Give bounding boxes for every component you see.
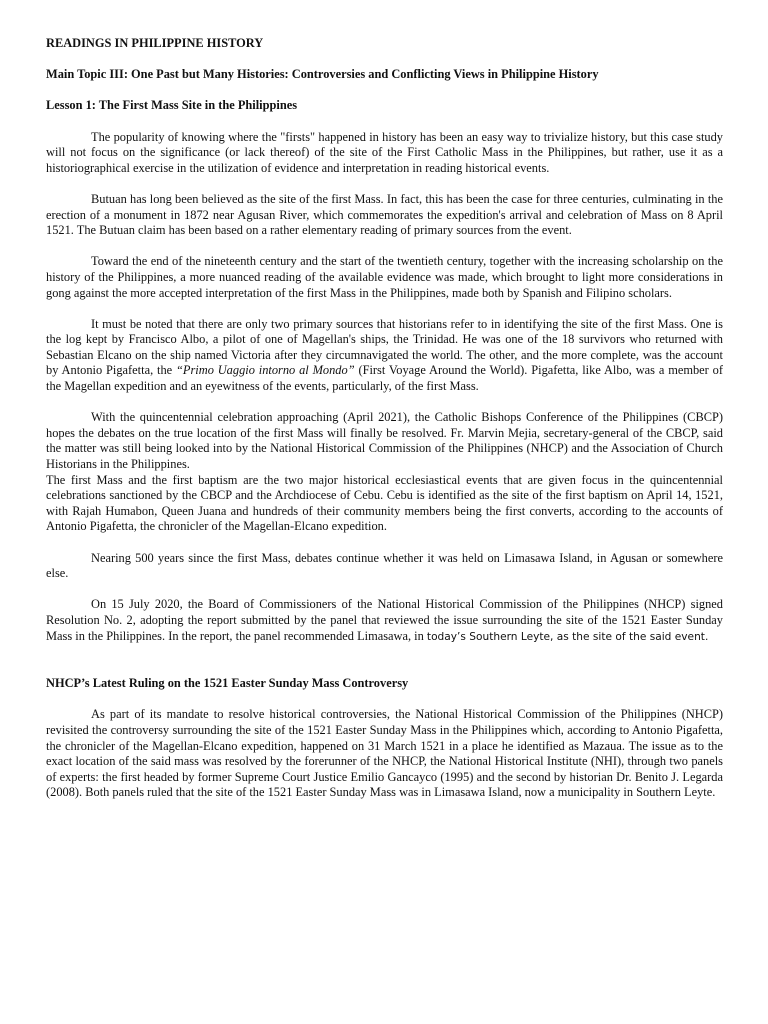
paragraph-quincentennial: With the quincentennial celebration approaching (April 2021), the Catholic Bishops Conference of the Philippines (CBCP) hopes the debates on the true location of the first Mass will finally be resolved. Fr. Marvin Mejia, secretary-general of the CBCP, said the matter was still being looked into by the National Historical Commission of the Philippines (NHCP) and the Association of Church Historians in the Philippines.	[46, 410, 723, 472]
main-topic-heading: Main Topic III: One Past but Many Histories: Controversies and Conflicting Views in Philippine History	[46, 67, 599, 82]
paragraph-primary-sources	[46, 317, 723, 395]
paragraph-first-baptism: The first Mass and the first baptism are the two major historical ecclesiastical events that are given focus in the quincentennial celebrations sanctioned by the CBCP and the Archdiocese of Cebu. Cebu is identified as the site of the first baptism on April 14, 1521, with Rajah Humabon, Queen Juana and hundreds of their community members being the first converts, according to the accounts of Antonio Pigafetta, the chronicler of the Magellan-Elcano expedition.	[46, 472, 723, 534]
paragraph-debates: Nearing 500 years since the first Mass, debates continue whether it was held on Limasawa Island, in Agusan or somewhere else.	[46, 550, 723, 581]
paragraph-nhcp-resolution-text: On 15 July 2020, the Board of Commissioners of the National Historical Commission of the Philippines (NHCP) signed Resolution No. 2, adopting the report submitted by the panel that reviewed the issue surrounding the site of the 1521 Easter Sunday Mass in the Philippines. In the report, the panel recommended Limasawa, in	[46, 597, 723, 643]
paragraph-butuan: Butuan has long been believed as the site of the first Mass. In fact, this has been the case for three centuries, culminating in the erection of a monument in 1872 near Agusan River, which commemorates the expedition's arrival and celebration of Mass on 8 April 1521. The Butuan claim has been based on a rather elementary reading of primary sources from the event.	[46, 191, 723, 238]
ruling-heading: NHCP’s Latest Ruling on the 1521 Easter Sunday Mass Controversy	[46, 676, 409, 691]
paragraph-primary-sources-text: It must be noted that there are only two primary sources that historians refer to in identifying the site of the first Mass. One is the log kept by Francisco Albo, a pilot of one of Magellan's ships, the Trinidad. He was one of the 18 survivors who returned with Sebastian Elcano on the ship named Victoria after they circumnavigated the world. The other, and the more complete, was the account by Antonio Pigafetta, the	[46, 316, 723, 378]
paragraph-scholarship: Toward the end of the nineteenth century and the start of the twentieth century, together with the increasing scholarship on the history of the Philippines, a more nuanced reading of the available evidence was made, which brought to light more considerations in gong against the more accepted interpretation of the first Mass in the Philippines, made both by Spanish and Filipino scholars.	[46, 254, 723, 300]
paragraph-primary-sources-end: (First Voyage Around the World). Pigafetta, like Albo, was a member of the Magellan expedition and an eyewitness of the events, particularly, of the first Mass.	[46, 363, 723, 394]
document-page	[46, 36, 723, 817]
document-title: READINGS IN PHILIPPINE HISTORY	[46, 36, 264, 50]
pigafetta-book-title: “Primo Uaggio intorno al Mondo”	[176, 363, 355, 378]
paragraph-nhcp-resolution	[46, 597, 723, 645]
paragraph-firsts: The popularity of knowing where the "firsts" happened in history has been an easy way to trivialize history, but this case study will not focus on the significance (or lack thereof) of the site of the First Catholic Mass in the Philippines, but rather, use it as a historiographical exercise in the utilization of evidence and interpretation in reading historical events.	[46, 129, 723, 175]
paragraph-nhcp-resolution-end: today’s Southern Leyte, as the site of the said event.	[426, 630, 709, 643]
paragraph-nhcp-mandate: As part of its mandate to resolve historical controversies, the National Historical Commission of the Philippines (NHCP) revisited the controversy surrounding the site of the 1521 Easter Sunday Mass in the Philippines which, according to Antonio Pigafetta, the chronicler of the Magellan-Elcano expedition, happened on 31 March 1521 in a place he identified as Mazaua. The issue as to the exact location of the said mass was resolved by the forerunner of the NHCP, the National Historical Institute (NHI), through two panels of experts: the first headed by former Supreme Court Justice Emilio Gancayco (1995) and the second by historian Dr. Benito J. Legarda (2008). Both panels ruled that the site of the 1521 Easter Sunday Mass was in Limasawa Island, now a municipality in Southern Leyte.	[46, 707, 723, 800]
lesson-heading: Lesson 1: The First Mass Site in the Philippines	[46, 98, 298, 113]
